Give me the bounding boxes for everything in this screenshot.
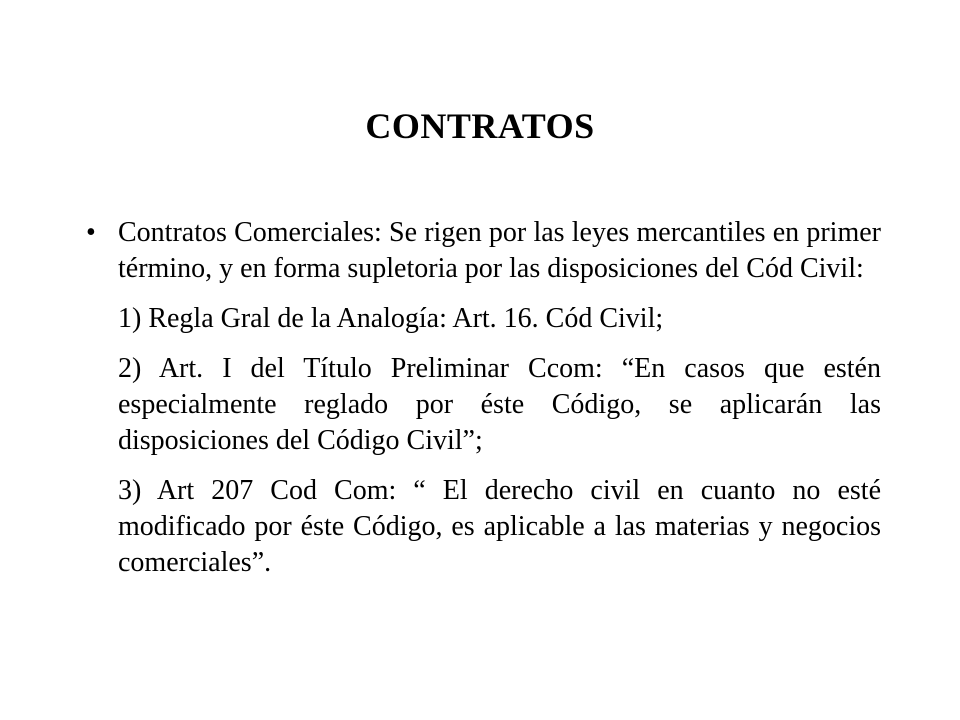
paragraph-item-1: 1) Regla Gral de la Analogía: Art. 16. Cód Civil; (118, 303, 664, 334)
slide-content (86, 215, 881, 581)
slide-title: CONTRATOS (365, 106, 595, 146)
paragraph-intro: Contratos Comerciales: Se rigen por las leyes mercantiles en primer término, y en forma supletoria por las disposiciones del Cód Civil: (118, 217, 881, 284)
bullet-marker: • (86, 217, 96, 248)
paragraph-item-2: 2) Art. I del Título Preliminar Ccom: “En casos que estén especialmente reglado por éste Código, se aplicarán las disposiciones del Código Civil”; (118, 353, 881, 456)
paragraph-item-3: 3) Art 207 Cod Com: “ El derecho civil en cuanto no esté modificado por éste Código, es aplicable a las materias y negocios comerciales”. (118, 475, 881, 578)
